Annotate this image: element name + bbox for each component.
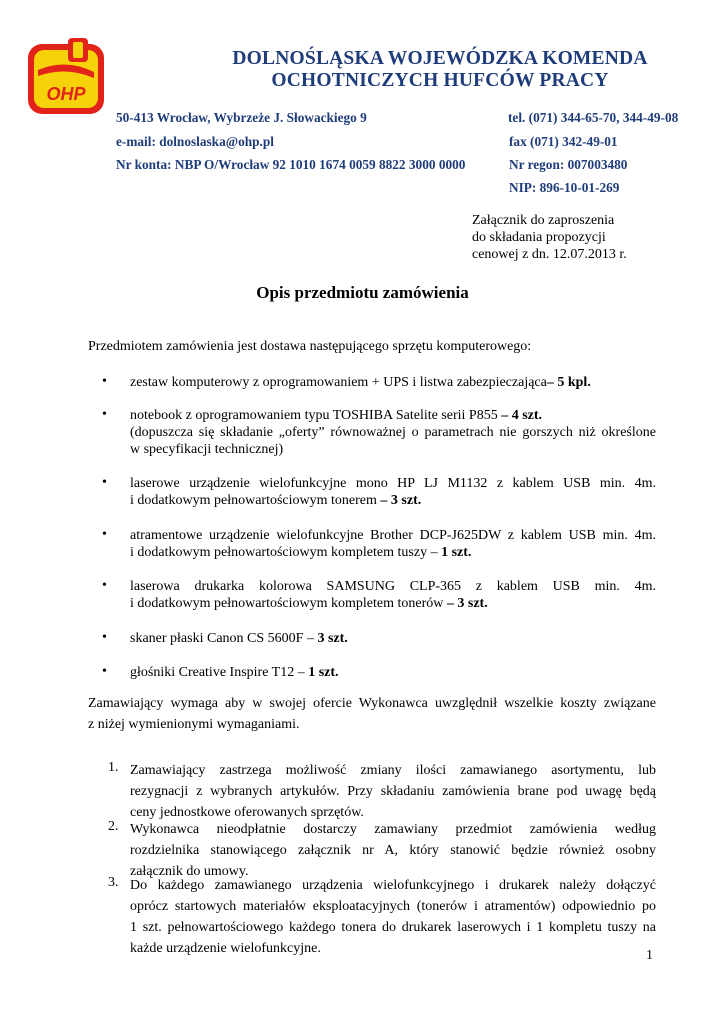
bullet: • bbox=[102, 374, 107, 389]
page-number: 1 bbox=[646, 948, 653, 963]
bullet: • bbox=[102, 475, 107, 490]
bullet: • bbox=[102, 407, 107, 422]
list-number: 1. bbox=[108, 760, 119, 775]
annex-line: do składania propozycji bbox=[472, 230, 606, 245]
item-quantity: – 3 szt. bbox=[376, 493, 422, 508]
item-quantity: – 4 szt. bbox=[497, 408, 543, 423]
item-line: rozdzielnika stanowiącego załącznik nr A, który stanowić będzie również osobny bbox=[130, 843, 656, 858]
fax: fax (071) 342-49-01 bbox=[509, 134, 618, 149]
paragraph-line: z niżej wymienionymi wymaganiami. bbox=[88, 717, 300, 732]
logo-hook-inner bbox=[73, 42, 83, 58]
item-line: Wykonawca nieodpłatnie dostarczy zamawiany przedmiot zamówienia według bbox=[130, 822, 656, 837]
item-text: laserowe urządzenie wielofunkcyjne mono HP LJ M1132 z kablem USB min. 4m. bbox=[130, 476, 656, 491]
list-item bbox=[130, 664, 656, 681]
list-number: 2. bbox=[108, 819, 119, 834]
nip: NIP: 896-10-01-269 bbox=[509, 180, 620, 195]
item-note: w specyfikacji technicznej) bbox=[130, 442, 284, 457]
email: e-mail: dolnoslaska@ohp.pl bbox=[116, 134, 274, 149]
list-item bbox=[130, 407, 656, 458]
numbered-item bbox=[130, 760, 656, 823]
item-text: atramentowe urządzenie wielofunkcyjne Brother DCP-J625DW z kablem USB min. 4m. bbox=[130, 528, 656, 543]
item-line: oprócz startowych materiałów eksploatacyjnych (tonerów i atramentów) odpowiednio po bbox=[130, 899, 656, 914]
item-line: Do każdego zamawianego urządzenia wielofunkcyjnego i drukarek należy dołączyć bbox=[130, 878, 656, 893]
address: 50-413 Wrocław, Wybrzeże J. Słowackiego 9 bbox=[116, 110, 367, 125]
list-item bbox=[130, 630, 656, 647]
numbered-item bbox=[130, 875, 656, 959]
bullet: • bbox=[102, 578, 107, 593]
item-line: ceny jednostkowe oferowanych sprzętów. bbox=[130, 805, 364, 820]
list-item bbox=[130, 578, 656, 612]
bullet: • bbox=[102, 630, 107, 645]
ohp-logo bbox=[24, 36, 108, 116]
list-item bbox=[130, 527, 656, 561]
item-text: i dodatkowym pełnowartościowym tonerem bbox=[130, 493, 377, 508]
item-line: Zamawiający zastrzega możliwość zmiany ilości zamawianego asortymentu, lub bbox=[130, 763, 656, 778]
item-line: rezygnacji z wybranych artykułów. Przy składaniu zamówienia brane pod uwagę będą bbox=[130, 784, 656, 799]
bank-account: Nr konta: NBP O/Wrocław 92 1010 1674 0059 8822 3000 0000 bbox=[116, 157, 466, 172]
list-item bbox=[130, 475, 656, 509]
annex-line: Załącznik do zaproszenia bbox=[472, 213, 615, 228]
item-text: i dodatkowym pełnowartościowym kompletem tuszy – bbox=[130, 545, 438, 560]
requirements-paragraph bbox=[88, 693, 656, 735]
item-text: notebook z oprogramowaniem typu TOSHIBA Satelite serii P855 bbox=[130, 408, 498, 423]
list-item bbox=[130, 374, 656, 391]
annex-line: cenowej z dn. 12.07.2013 r. bbox=[472, 247, 627, 262]
item-line: 1 szt. pełnowartościowego każdego tonera do drukarek laserowych i 1 kompletu tuszy na bbox=[130, 920, 656, 935]
list-number: 3. bbox=[108, 875, 119, 890]
paragraph-line: Zamawiający wymaga aby w swojej ofercie Wykonawca uwzględnił wszelkie koszty związane bbox=[88, 696, 656, 711]
org-name-line2: OCHOTNICZYCH HUFCÓW PRACY bbox=[271, 70, 609, 91]
item-quantity: – 5 kpl. bbox=[546, 375, 591, 390]
regon: Nr regon: 007003480 bbox=[509, 157, 628, 172]
numbered-item bbox=[130, 819, 656, 882]
item-quantity: 3 szt. bbox=[317, 631, 348, 646]
item-line: załącznik do umowy. bbox=[130, 864, 249, 879]
item-quantity: 1 szt. bbox=[308, 665, 339, 680]
item-text: zestaw komputerowy z oprogramowaniem + UPS i listwa zabezpieczająca bbox=[130, 375, 547, 390]
intro-text: Przedmiotem zamówienia jest dostawa następującego sprzętu komputerowego: bbox=[88, 339, 532, 354]
item-text: skaner płaski Canon CS 5600F – bbox=[130, 631, 318, 646]
telephone: tel. (071) 344-65-70, 344-49-08 bbox=[508, 110, 679, 125]
item-text: i dodatkowym pełnowartościowym kompletem tonerów bbox=[130, 596, 444, 611]
item-quantity: – 3 szt. bbox=[443, 596, 488, 611]
item-note: (dopuszcza się składanie „oferty” równoważnej o parametrach nie gorszych niż określone bbox=[130, 425, 656, 440]
org-name-line1: DOLNOŚLĄSKA WOJEWÓDZKA KOMENDA bbox=[232, 48, 648, 69]
item-text: głośniki Creative Inspire T12 – bbox=[130, 665, 309, 680]
bullet: • bbox=[102, 664, 107, 679]
bullet: • bbox=[102, 527, 107, 542]
item-quantity: 1 szt. bbox=[437, 545, 472, 560]
item-text: laserowa drukarka kolorowa SAMSUNG CLP-365 z kablem USB min. 4m. bbox=[130, 579, 656, 594]
logo-text: OHP bbox=[46, 84, 86, 104]
annex-note bbox=[472, 212, 627, 263]
document-title: Opis przedmiotu zamówienia bbox=[256, 283, 469, 302]
item-line: każde urządzenie wielofunkcyjne. bbox=[130, 941, 321, 956]
